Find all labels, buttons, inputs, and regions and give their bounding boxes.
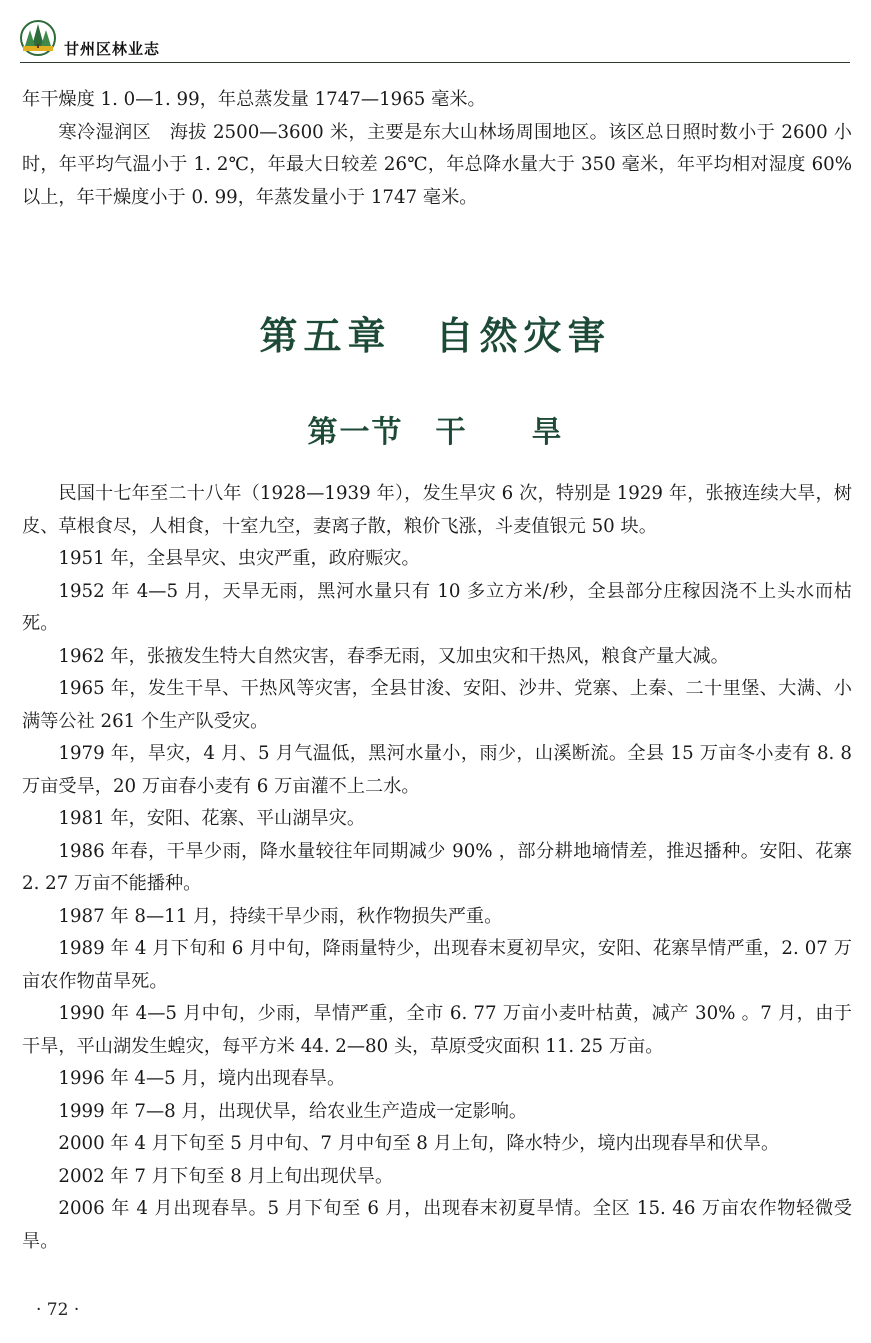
- paragraph: 2002 年 7 月下旬至 8 月上旬出现伏旱。: [58, 1165, 394, 1187]
- page-header: [20, 20, 850, 64]
- section-body: [22, 478, 852, 1258]
- paragraph: 2000 年 4 月下旬至 5 月中旬、7 月中旬至 8 月上旬，降水特少，境内出现春旱和伏旱。: [58, 1133, 780, 1154]
- header-divider: [20, 62, 850, 63]
- forest-tree-logo-icon: [20, 20, 56, 56]
- section-title: 第一节 干 旱: [307, 415, 564, 450]
- paragraph: 1981 年，安阳、花寨、平山湖旱灾。: [58, 808, 366, 829]
- top-text-block: [22, 84, 852, 214]
- paragraph: 1989 年 4 月下旬和 6 月中旬，降雨量特少，出现春末夏初旱灾，安阳、花寨旱情严重，2. 07 万亩农作物苗旱死。: [22, 938, 852, 992]
- paragraph: 1951 年，全县旱灾、虫灾严重，政府赈灾。: [58, 548, 420, 569]
- book-title: 甘州区林业志: [64, 40, 161, 58]
- paragraph: 1952 年 4—5 月，天旱无雨，黑河水量只有 10 多立方米/秒，全县部分庄稼因浇不上头水而枯死。: [22, 580, 852, 634]
- paragraph: 1987 年 8—11 月，持续干旱少雨，秋作物损失严重。: [58, 905, 503, 927]
- paragraph: 1990 年 4—5 月中旬，少雨，旱情严重，全市 6. 77 万亩小麦叶枯黄，减产 30% 。7 月，由于干旱，平山湖发生蝗灾，每平方米 44. 2—80 头，草原受灾面积 11. 25 万亩。: [22, 1003, 852, 1057]
- paragraph: 年干燥度 1. 0—1. 99，年总蒸发量 1747—1965 毫米。: [22, 89, 486, 110]
- paragraph: 2006 年 4 月出现春旱。5 月下旬至 6 月，出现春末初夏旱情。全区 15. 46 万亩农作物轻微受旱。: [22, 1198, 852, 1252]
- paragraph: 1962 年，张掖发生特大自然灾害，春季无雨，又加虫灾和干热风，粮食产量大减。: [58, 645, 729, 667]
- paragraph: 寒冷湿润区 海拔 2500—3600 米，主要是东大山林场周围地区。该区总日照时数小于 2600 小时，年平均气温小于 1. 2℃，年最大日较差 26℃，年总降水量大于 350 毫米，年平均相对湿度 60% 以上，年干燥度小于 0. 99，年蒸发量小于 1747 毫米。: [22, 121, 852, 208]
- paragraph: 1965 年，发生干旱、干热风等灾害，全县甘浚、安阳、沙井、党寨、上秦、二十里堡、大满、小满等公社 261 个生产队受灾。: [22, 678, 852, 732]
- paragraph: 1996 年 4—5 月，境内出现春旱。: [58, 1068, 346, 1089]
- page-number: · 72 ·: [36, 1300, 80, 1320]
- paragraph: 民国十七年至二十八年（1928—1939 年），发生旱灾 6 次，特别是 1929 年，张掖连续大旱，树皮、草根食尽，人相食，十室九空，妻离子散，粮价飞涨，斗麦值银元 50 块。: [22, 483, 852, 537]
- paragraph: 1999 年 7—8 月，出现伏旱，给农业生产造成一定影响。: [58, 1100, 528, 1122]
- chapter-title: 第五章 自然灾害: [259, 314, 612, 358]
- paragraph: 1979 年，旱灾，4 月、5 月气温低，黑河水量小，雨少，山溪断流。全县 15 万亩冬小麦有 8. 8 万亩受旱，20 万亩春小麦有 6 万亩灌不上二水。: [22, 743, 852, 797]
- paragraph: 1986 年春，干旱少雨，降水量较往年同期减少 90% ，部分耕地墒情差，推迟播种。安阳、花寨 2. 27 万亩不能播种。: [22, 840, 852, 894]
